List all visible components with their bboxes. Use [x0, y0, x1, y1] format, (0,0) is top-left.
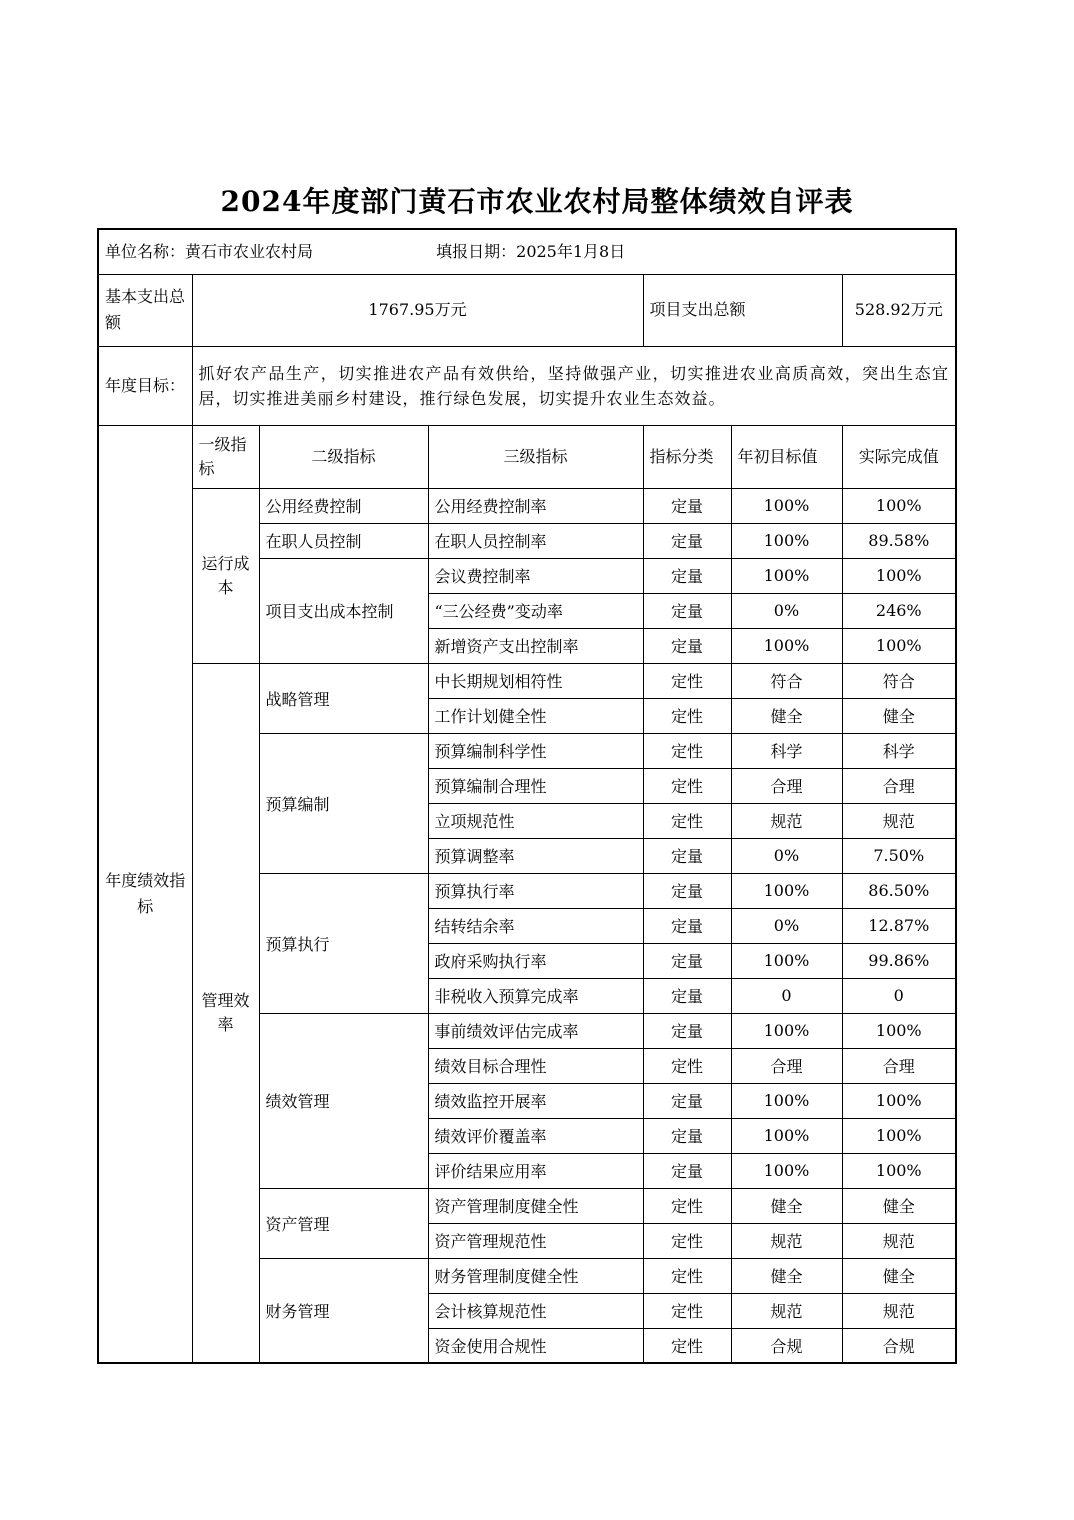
target-cell: 合规	[731, 1328, 842, 1363]
actual-cell: 100%	[842, 1013, 956, 1048]
level3-cell: 政府采购执行率	[428, 943, 643, 978]
category-cell: 定性	[643, 803, 731, 838]
level3-cell: 评价结果应用率	[428, 1153, 643, 1188]
actual-cell: 100%	[842, 1118, 956, 1153]
unit-name: 黄石市农业农村局	[185, 241, 314, 261]
project-spend-value: 528.92万元	[842, 274, 956, 346]
subgroup-label: 战略管理	[259, 663, 428, 733]
category-cell: 定量	[643, 873, 731, 908]
level3-cell: 绩效目标合理性	[428, 1048, 643, 1083]
actual-cell: 合理	[842, 1048, 956, 1083]
actual-cell: 7.50%	[842, 838, 956, 873]
level3-cell: 财务管理制度健全性	[428, 1258, 643, 1293]
category-cell: 定量	[643, 488, 731, 523]
target-cell: 100%	[731, 488, 842, 523]
header-row	[98, 425, 956, 488]
level3-cell: 公用经费控制率	[428, 488, 643, 523]
actual-cell: 100%	[842, 1153, 956, 1188]
actual-cell: 健全	[842, 1258, 956, 1293]
category-cell: 定量	[643, 593, 731, 628]
basic-spend-value: 1767.95万元	[192, 274, 643, 346]
target-cell: 0%	[731, 838, 842, 873]
level3-cell: 预算执行率	[428, 873, 643, 908]
level3-cell: 资产管理制度健全性	[428, 1188, 643, 1223]
header-level3: 三级指标	[428, 425, 643, 488]
actual-cell: 246%	[842, 593, 956, 628]
subgroup-label: 预算执行	[259, 873, 428, 1013]
category-cell: 定量	[643, 628, 731, 663]
target-cell: 科学	[731, 733, 842, 768]
goal-text: 抓好农产品生产，切实推进农产品有效供给，坚持做强产业，切实推进农业高质高效，突出生态宜居，切实推进美丽乡村建设，推行绿色发展，切实提升农业生态效益。	[192, 346, 956, 425]
target-cell: 健全	[731, 1258, 842, 1293]
level3-cell: 绩效评价覆盖率	[428, 1118, 643, 1153]
target-cell: 规范	[731, 803, 842, 838]
level3-cell: 事前绩效评估完成率	[428, 1013, 643, 1048]
header-actual: 实际完成值	[842, 425, 956, 488]
level3-cell: 立项规范性	[428, 803, 643, 838]
level3-cell: 结转结余率	[428, 908, 643, 943]
level3-cell: 非税收入预算完成率	[428, 978, 643, 1013]
level3-cell: 资金使用合规性	[428, 1328, 643, 1363]
header-level2: 二级指标	[259, 425, 428, 488]
actual-cell: 100%	[842, 558, 956, 593]
header-category: 指标分类	[643, 425, 731, 488]
section-label: 年度绩效指标	[98, 425, 192, 1363]
target-cell: 规范	[731, 1293, 842, 1328]
actual-cell: 99.86%	[842, 943, 956, 978]
category-cell: 定性	[643, 768, 731, 803]
target-cell: 100%	[731, 523, 842, 558]
actual-cell: 100%	[842, 1083, 956, 1118]
level3-cell: 会议费控制率	[428, 558, 643, 593]
unit-cell	[98, 229, 956, 274]
subgroup-label: 预算编制	[259, 733, 428, 873]
report-date-label: 填报日期：	[436, 241, 517, 261]
category-cell: 定量	[643, 978, 731, 1013]
level3-cell: 绩效监控开展率	[428, 1083, 643, 1118]
actual-cell: 健全	[842, 698, 956, 733]
actual-cell: 符合	[842, 663, 956, 698]
category-cell: 定量	[643, 838, 731, 873]
category-cell: 定性	[643, 1328, 731, 1363]
level3-cell: 中长期规划相符性	[428, 663, 643, 698]
actual-cell: 合规	[842, 1328, 956, 1363]
actual-cell: 86.50%	[842, 873, 956, 908]
page-title: 2024年度部门黄石市农业农村局整体绩效自评表	[220, 185, 854, 218]
category-cell: 定量	[643, 943, 731, 978]
category-cell: 定量	[643, 523, 731, 558]
table-row	[98, 488, 956, 523]
target-cell: 合理	[731, 1048, 842, 1083]
category-cell: 定性	[643, 1223, 731, 1258]
subgroup-label: 财务管理	[259, 1258, 428, 1363]
level3-cell: 预算编制合理性	[428, 768, 643, 803]
subgroup-label: 绩效管理	[259, 1013, 428, 1188]
goal-label: 年度目标：	[98, 346, 192, 425]
category-cell: 定性	[643, 1048, 731, 1083]
level3-cell: 会计核算规范性	[428, 1293, 643, 1328]
category-cell: 定量	[643, 1013, 731, 1048]
subgroup-label: 项目支出成本控制	[259, 558, 428, 663]
subgroup-label: 公用经费控制	[259, 488, 428, 523]
group-label: 运行成本	[192, 488, 259, 663]
unit-row	[98, 229, 956, 274]
category-cell: 定量	[643, 1153, 731, 1188]
target-cell: 100%	[731, 1153, 842, 1188]
level3-cell: 新增资产支出控制率	[428, 628, 643, 663]
target-cell: 100%	[731, 1083, 842, 1118]
table-row	[98, 663, 956, 698]
target-cell: 100%	[731, 558, 842, 593]
category-cell: 定性	[643, 1293, 731, 1328]
actual-cell: 科学	[842, 733, 956, 768]
category-cell: 定量	[643, 558, 731, 593]
actual-cell: 0	[842, 978, 956, 1013]
target-cell: 规范	[731, 1223, 842, 1258]
report-date-value: 2025年1月8日	[516, 241, 626, 261]
level3-cell: 工作计划健全性	[428, 698, 643, 733]
project-spend-label: 项目支出总额	[643, 274, 842, 346]
target-cell: 合理	[731, 768, 842, 803]
category-cell: 定性	[643, 733, 731, 768]
target-cell: 健全	[731, 1188, 842, 1223]
target-cell: 0	[731, 978, 842, 1013]
actual-cell: 89.58%	[842, 523, 956, 558]
basic-spend-label: 基本支出总额	[98, 274, 192, 346]
target-cell: 符合	[731, 663, 842, 698]
target-cell: 0%	[731, 908, 842, 943]
category-cell: 定性	[643, 1258, 731, 1293]
evaluation-table	[97, 228, 957, 1364]
actual-cell: 12.87%	[842, 908, 956, 943]
actual-cell: 规范	[842, 803, 956, 838]
target-cell: 100%	[731, 1013, 842, 1048]
category-cell: 定性	[643, 698, 731, 733]
actual-cell: 健全	[842, 1188, 956, 1223]
target-cell: 100%	[731, 873, 842, 908]
actual-cell: 100%	[842, 488, 956, 523]
unit-label: 单位名称：	[105, 241, 186, 261]
category-cell: 定性	[643, 663, 731, 698]
target-cell: 100%	[731, 628, 842, 663]
category-cell: 定量	[643, 1118, 731, 1153]
target-cell: 100%	[731, 943, 842, 978]
level3-cell: 在职人员控制率	[428, 523, 643, 558]
target-cell: 0%	[731, 593, 842, 628]
group-label: 管理效率	[192, 663, 259, 1363]
header-target: 年初目标值	[731, 425, 842, 488]
category-cell: 定性	[643, 1188, 731, 1223]
level3-cell: “三公经费”变动率	[428, 593, 643, 628]
header-level1: 一级指标	[192, 425, 259, 488]
actual-cell: 100%	[842, 628, 956, 663]
actual-cell: 规范	[842, 1293, 956, 1328]
target-cell: 100%	[731, 1118, 842, 1153]
subgroup-label: 资产管理	[259, 1188, 428, 1258]
subgroup-label: 在职人员控制	[259, 523, 428, 558]
goal-row	[98, 346, 956, 425]
actual-cell: 合理	[842, 768, 956, 803]
target-cell: 健全	[731, 698, 842, 733]
category-cell: 定量	[643, 1083, 731, 1118]
level3-cell: 预算调整率	[428, 838, 643, 873]
category-cell: 定量	[643, 908, 731, 943]
level3-cell: 资产管理规范性	[428, 1223, 643, 1258]
spend-row	[98, 274, 956, 346]
actual-cell: 规范	[842, 1223, 956, 1258]
level3-cell: 预算编制科学性	[428, 733, 643, 768]
